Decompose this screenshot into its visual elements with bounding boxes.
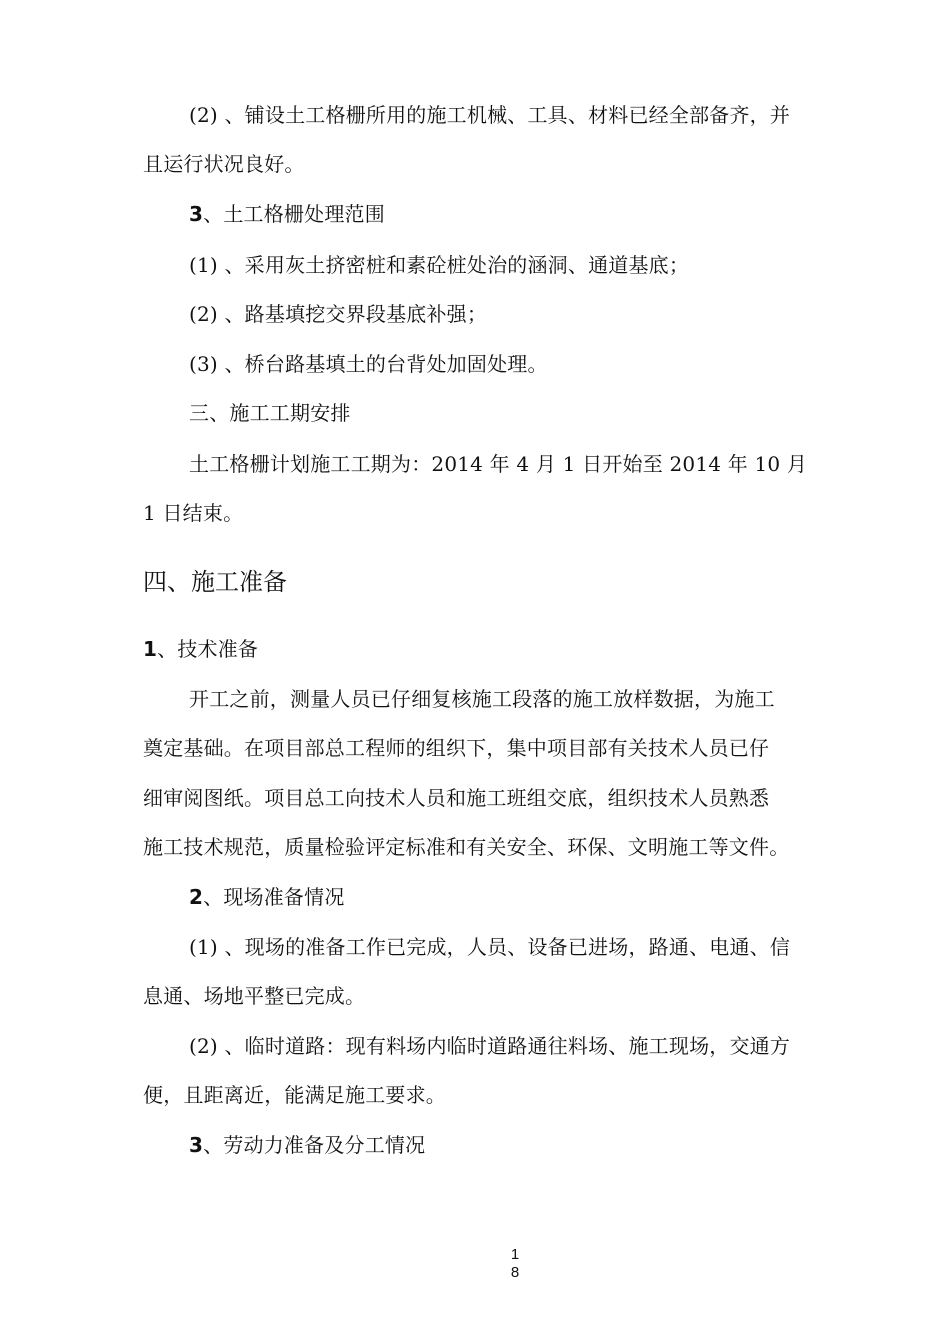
paragraph-line: 便，且距离近，能满足施工要求。: [143, 1083, 446, 1107]
page-number: [0, 1246, 950, 1282]
paragraph-line: 土工格栅计划施工工期为：2014 年 4 月 1 日开始至 2014 年 10 月: [189, 452, 808, 476]
page-number-digit: 8: [510, 1264, 520, 1281]
paragraph-line: 1 日结束。: [143, 501, 244, 525]
subsection-title: 、劳动力准备及分工情况: [203, 1133, 426, 1157]
subsection-heading: [189, 1133, 425, 1157]
list-item: (2) 、路基填挖交界段基底补强；: [189, 302, 488, 326]
paragraph-line: (2) 、铺设土工格栅所用的施工机械、工具、材料已经全部备齐，并: [189, 103, 791, 127]
subsection-title: 、现场准备情况: [203, 885, 345, 909]
page-number-digit: 1: [510, 1246, 520, 1263]
subsection-number: 1: [143, 637, 158, 661]
subsection-heading: [189, 202, 385, 226]
paragraph-line: (1) 、现场的准备工作已完成，人员、设备已进场，路通、电通、信: [189, 935, 791, 959]
list-item: (3) 、桥台路基填土的台背处加固处理。: [189, 352, 548, 376]
paragraph-line: 细审阅图纸。项目总工向技术人员和施工班组交底，组织技术人员熟悉: [143, 786, 770, 810]
paragraph-line: 开工之前，测量人员已仔细复核施工段落的施工放样数据，为施工: [189, 687, 775, 711]
subsection-heading: [143, 637, 258, 661]
paragraph-line: 施工技术规范，质量检验评定标准和有关安全、环保、文明施工等文件。: [143, 835, 790, 859]
subsection-title: 、土工格栅处理范围: [203, 202, 385, 226]
subsection-number: 3: [189, 1133, 204, 1157]
paragraph-line: 奠定基础。在项目部总工程师的组织下，集中项目部有关技术人员已仔: [143, 736, 770, 760]
paragraph-line: (2) 、临时道路：现有料场内临时道路通往料场、施工现场，交通方: [189, 1034, 791, 1058]
subsection-number: 3: [189, 202, 204, 226]
section-heading: 四、施工准备: [143, 568, 287, 596]
subsection-heading: [189, 885, 345, 909]
list-item: (1) 、采用灰土挤密桩和素砼桩处治的涵洞、通道基底；: [189, 253, 690, 277]
paragraph-line: 且运行状况良好。: [143, 152, 305, 176]
subsection-number: 2: [189, 885, 204, 909]
paragraph-line: 息通、场地平整已完成。: [143, 984, 366, 1008]
section-title: 三、施工工期安排: [189, 401, 351, 425]
subsection-title: 、技术准备: [157, 637, 259, 661]
